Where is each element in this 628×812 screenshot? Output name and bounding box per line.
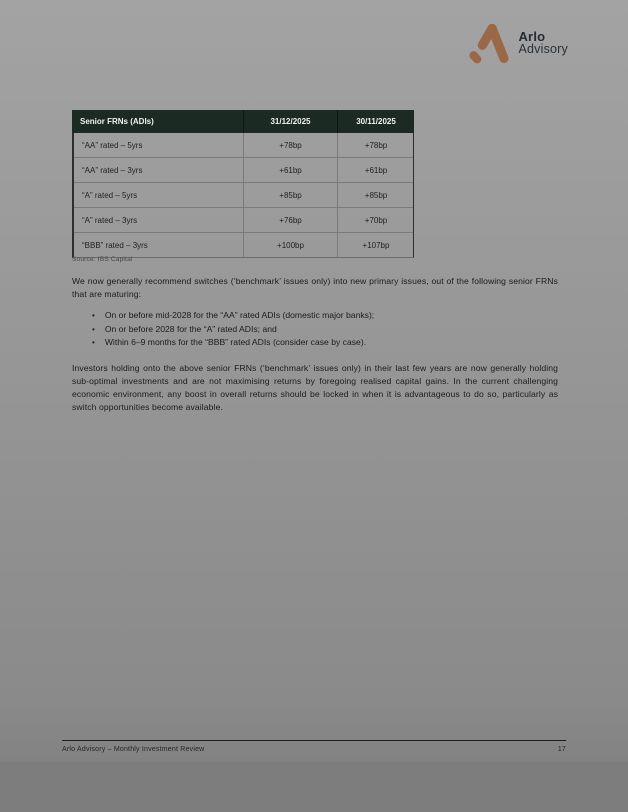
closing-paragraph: Investors holding onto the above senior FRNs (‘benchmark’ issues only) in their last few years are now generally holding sub-optimal investments and are not maximising returns by foregoing realised capital gains. In the current challenging economic environment, any boost in overall returns should be locked in when it is advantageous to do so, particularly as switch opportunities become available. [72,363,558,412]
table-header-date-current: 31/12/2025 [243,110,337,133]
table-header-row [72,110,414,133]
row-value-prior: +78bp [337,133,414,157]
logo-wordmark [518,30,568,56]
row-value-prior: +70bp [337,208,414,232]
row-label: “BBB” rated – 3yrs [82,240,148,250]
page-footer [62,746,566,753]
bullet-marker-icon: • [92,324,95,334]
logo-suffix: Advisory [518,42,568,56]
bullet-item [92,309,542,323]
intro-paragraph: We now generally recommend switches (‘benchmark’ issues only) into new primary issues, out of the following senior FRNs that are maturing: [72,276,558,299]
table-header-product: Senior FRNs (ADIs) [80,117,154,126]
row-label: “A” rated – 5yrs [82,190,138,200]
row-label: “AA” rated – 5yrs [82,140,143,150]
table-row [74,183,413,208]
row-label: “A” rated – 3yrs [82,215,138,225]
table-row [74,158,413,183]
row-value-prior: +107bp [337,233,414,257]
row-value-current: +85bp [243,183,337,207]
table-header-date-prior: 30/11/2025 [337,110,414,133]
bullet-item [92,323,542,337]
footer-document-title: Arlo Advisory – Monthly Investment Review [62,746,205,753]
row-value-prior: +61bp [337,158,414,182]
row-value-current: +76bp [243,208,337,232]
row-value-current: +61bp [243,158,337,182]
table-row [74,208,413,233]
company-logo [467,22,568,64]
bullet-marker-icon: • [92,311,95,320]
bullet-text: Within 6–9 months for the “BBB” rated ADIs (consider case by case). [104,337,367,347]
row-value-prior: +85bp [337,183,414,207]
table-row [74,133,413,158]
row-value-current: +100bp [243,233,337,257]
arlo-a-mark-icon [467,22,511,64]
maturity-bullet-list [92,309,542,350]
footer-page-number: 17 [557,746,566,753]
bullet-text: On or before 2028 for the “A” rated ADIs; and [104,323,277,334]
footer-divider [62,740,566,741]
row-value-current: +78bp [243,133,337,157]
logo-name: Arlo [518,29,546,44]
bullet-text: On or before mid-2028 for the “AA” rated ADIs (domestic major banks); [104,310,375,320]
table-body [72,133,414,258]
senior-frns-table [72,110,414,258]
row-label: “AA” rated – 3yrs [82,165,143,175]
bullet-item [92,336,542,350]
table-source-note: Source: IBS Capital [72,256,133,263]
table-row [74,233,413,257]
bullet-marker-icon: • [92,338,95,347]
